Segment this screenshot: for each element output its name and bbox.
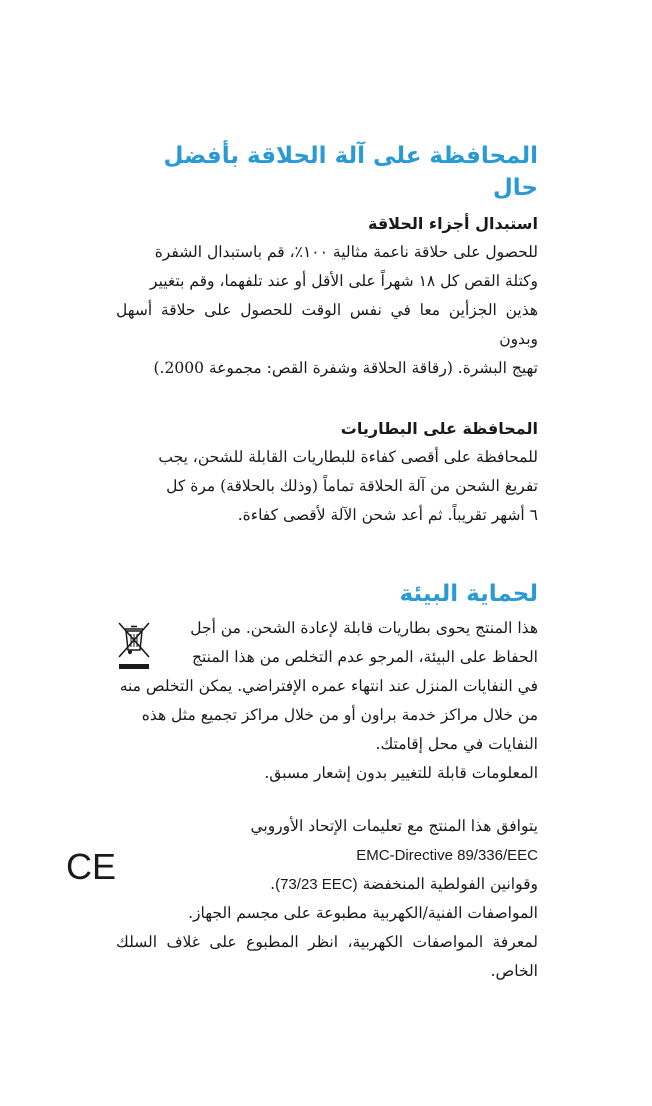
paragraph-line: وكتلة القص كل ١٨ شهراً على الأقل أو عند تلفهما، وقم بتغيير [150,272,538,290]
replace-parts-paragraph [116,238,538,383]
compliance-line [116,870,538,899]
care-section-heading: المحافظة على آلة الحلاقة بأفضل حال [163,143,538,201]
paragraph-line: في النفايات المنزل عند انتهاء عمره الإفتراضي. يمكن التخلص منه [119,677,538,695]
battery-care-paragraph [116,443,538,530]
emc-directive-code: EMC-Directive 89/336/EEC [356,847,538,864]
paragraph-line: هذا المنتج يحوى بطاريات قابلة لإعادة الشحن. من أجل [190,619,538,637]
paragraph-line: هذين الجزأين معا في نفس الوقت للحصول على حلاقة أسهل وبدون [116,301,538,348]
paragraph-line: النفايات في محل إقامتك. [375,735,538,753]
battery-care-title: المحافظة على البطاريات [340,419,538,438]
paragraph-line: من خلال مراكز خدمة براون أو من خلال مراكز تجميع مثل هذه [141,706,538,724]
paragraph-line: ٦ أشهر تقريباً. ثم أعد شحن الآلة لأقصى كفاءة. [237,506,538,524]
replace-parts-block [116,210,538,383]
compliance-paragraph [116,812,538,928]
compliance-line: يتوافق هذا المنتج مع تعليمات الإتحاد الأوروبي [250,817,538,835]
paragraph-line: تفريغ الشحن من آلة الحلاقة تماماً (وذلك بالحلاقة) مرة كل [166,477,538,495]
paragraph-line: للمحافظة على أقصى كفاءة للبطاريات القابلة للشحن، يجب [158,448,538,466]
manual-page [65,140,538,986]
environment-section-heading: لحماية البيئة [399,581,538,607]
crossed-out-wheelie-bin-icon [116,620,152,672]
environment-paragraph [116,614,538,759]
paragraph-line: للحصول على حلاقة ناعمة مثالية ١٠٠٪، قم باستبدال الشفرة [154,243,538,261]
battery-care-block [116,415,538,530]
info-change-notice: المعلومات قابلة للتغيير بدون إشعار مسبق. [264,764,538,782]
paragraph-line: الحفاظ على البيئة، المرجو عدم التخلص من هذا المنتج [191,648,538,666]
replace-parts-title: استبدال أجزاء الحلاقة [367,214,538,233]
electrical-spec-note: لمعرفة المواصفات الكهربية، انظر المطبوع على غلاف السلك الخاص. [116,933,538,980]
low-voltage-suffix: . [270,875,276,893]
paragraph-line: تهيج البشرة. (رقاقة الحلاقة وشفرة القص: مجموعة 2000.) [153,359,538,377]
low-voltage-label: وقوانين الفولطية المنخفضة [362,875,538,893]
ce-mark-text: CE [65,846,116,887]
compliance-line: المواصفات الفنية/الكهربية مطبوعة على مجسم الجهاز. [188,904,538,922]
low-voltage-code: (73/23 EEC) [275,876,358,893]
ce-mark-icon [65,846,156,887]
compliance-line [116,841,538,870]
compliance-block [65,812,538,928]
environment-block [116,614,538,759]
